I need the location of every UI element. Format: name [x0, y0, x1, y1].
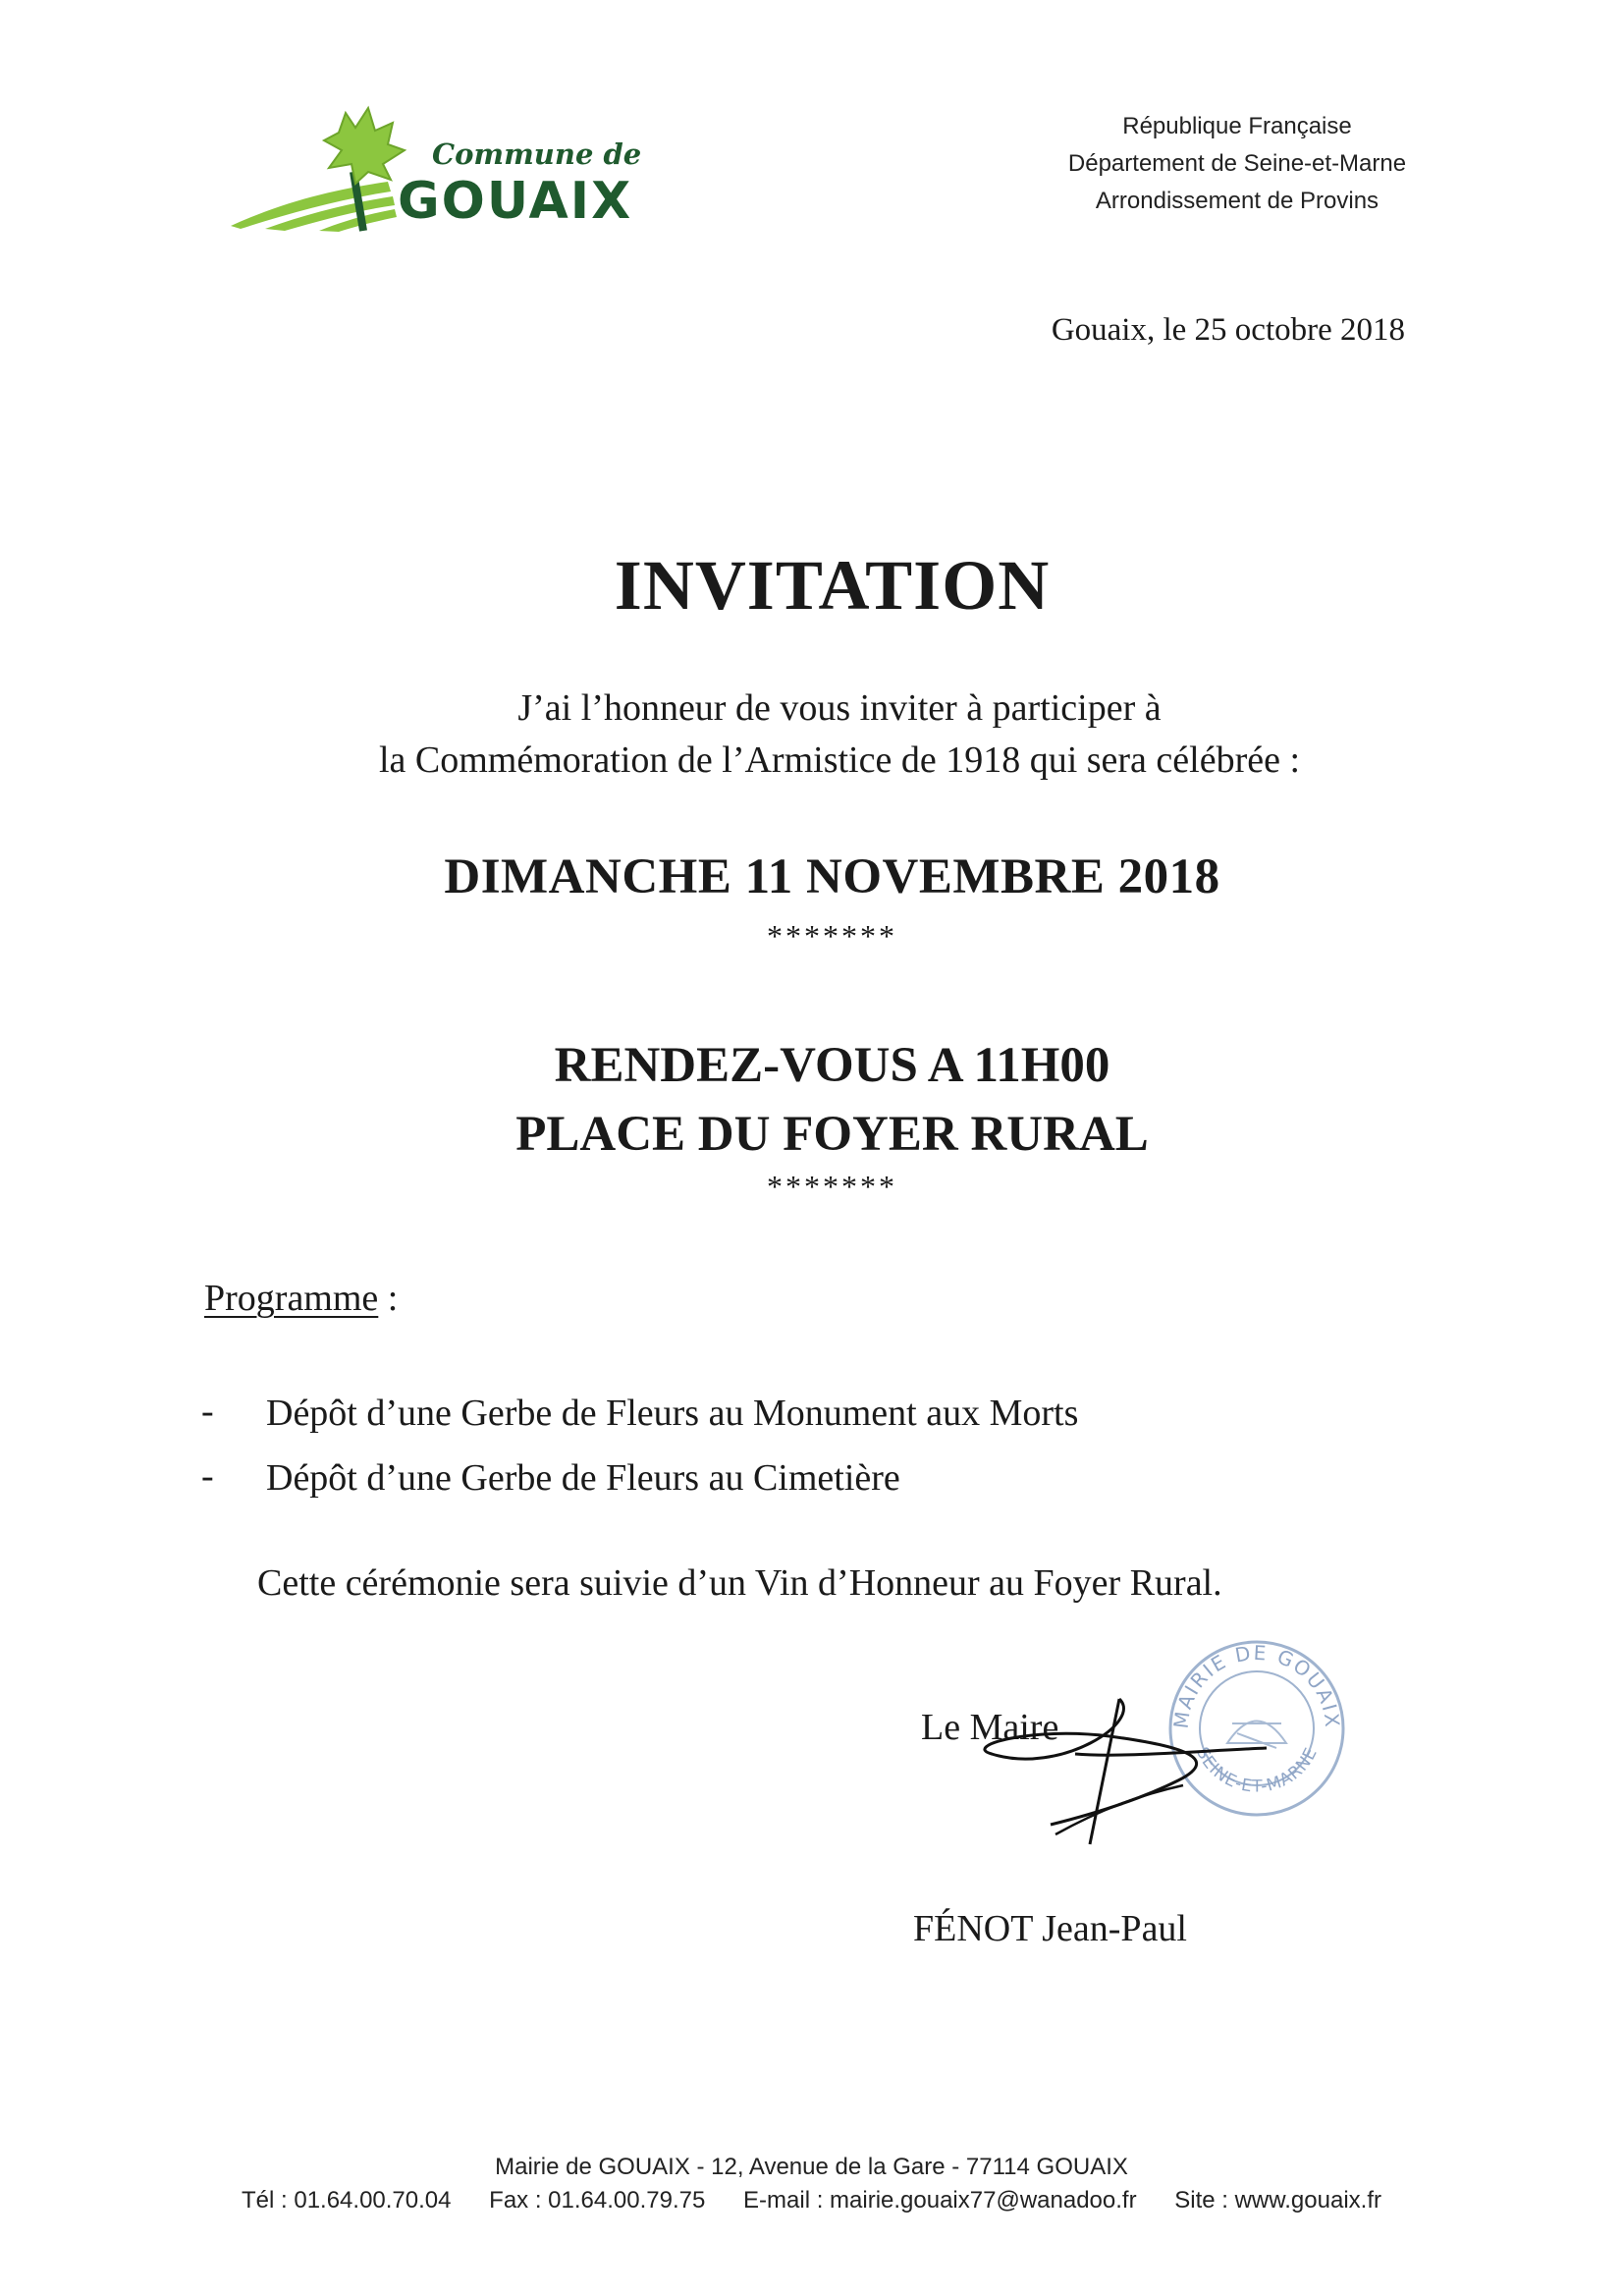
handwritten-signature: [972, 1687, 1306, 1854]
separator-stars: *******: [767, 918, 897, 954]
closing-text: Cette cérémonie sera suivie d’un Vin d’Honneur au Foyer Rural.: [257, 1562, 1222, 1604]
footer-address: Mairie de GOUAIX - 12, Avenue de la Gare - 77114 GOUAIX: [495, 2154, 1128, 2180]
logo-commune-name: GOUAIX: [398, 172, 633, 231]
letter-date: Gouaix, le 25 octobre 2018: [1051, 312, 1405, 348]
footer-tel: Tél : 01.64.00.70.04: [242, 2187, 452, 2214]
svg-text:SEINE-ET-MARNE: SEINE-ET-MARNE: [1191, 1744, 1323, 1797]
intro-line-2: la Commémoration de l’Armistice de 1918 qui sera célébrée :: [378, 739, 1301, 781]
page-title: INVITATION: [614, 546, 1051, 625]
list-item-text: Dépôt d’une Gerbe de Fleurs au Cimetière: [266, 1457, 900, 1499]
event-date: DIMANCHE 11 NOVEMBRE 2018: [444, 849, 1220, 904]
svg-text:MAIRIE DE GOUAIX: MAIRIE DE GOUAIX: [1168, 1640, 1345, 1730]
logo-commune-text: Commune de: [432, 137, 642, 171]
bullet-dash: -: [201, 1455, 214, 1497]
intro-text: [0, 683, 1623, 787]
footer-fax: Fax : 01.64.00.79.75: [489, 2187, 706, 2214]
intro-line-1: J’ai l’honneur de vous inviter à participer à: [517, 687, 1162, 729]
footer-contacts: [0, 2184, 1623, 2217]
bullet-dash: -: [201, 1391, 214, 1432]
signature-icon: [972, 1687, 1306, 1854]
meeting-place: PLACE DU FOYER RURAL: [515, 1107, 1149, 1162]
footer-email: E-mail : mairie.gouaix77@wanadoo.fr: [743, 2187, 1137, 2214]
programme-colon: :: [378, 1278, 399, 1319]
list-item-text: Dépôt d’une Gerbe de Fleurs au Monument aux Morts: [266, 1393, 1079, 1434]
header-department: Département de Seine-et-Marne: [1067, 150, 1407, 177]
signer-name: FÉNOT Jean-Paul: [913, 1908, 1187, 1949]
header-arrondissement: Arrondissement de Provins: [1095, 188, 1380, 214]
commune-logo: [226, 103, 658, 241]
page-footer: [0, 2151, 1623, 2217]
meeting-info: [0, 1031, 1623, 1169]
separator-stars: *******: [767, 1169, 897, 1204]
administrative-header: [1011, 108, 1463, 220]
meeting-time: RENDEZ-VOUS A 11H00: [554, 1038, 1110, 1093]
programme-heading: [204, 1277, 398, 1320]
signer-title: Le Maire: [921, 1707, 1059, 1748]
programme-label: Programme: [204, 1278, 379, 1319]
footer-site: Site : www.gouaix.fr: [1174, 2187, 1381, 2214]
header-republic: République Française: [1122, 113, 1352, 139]
